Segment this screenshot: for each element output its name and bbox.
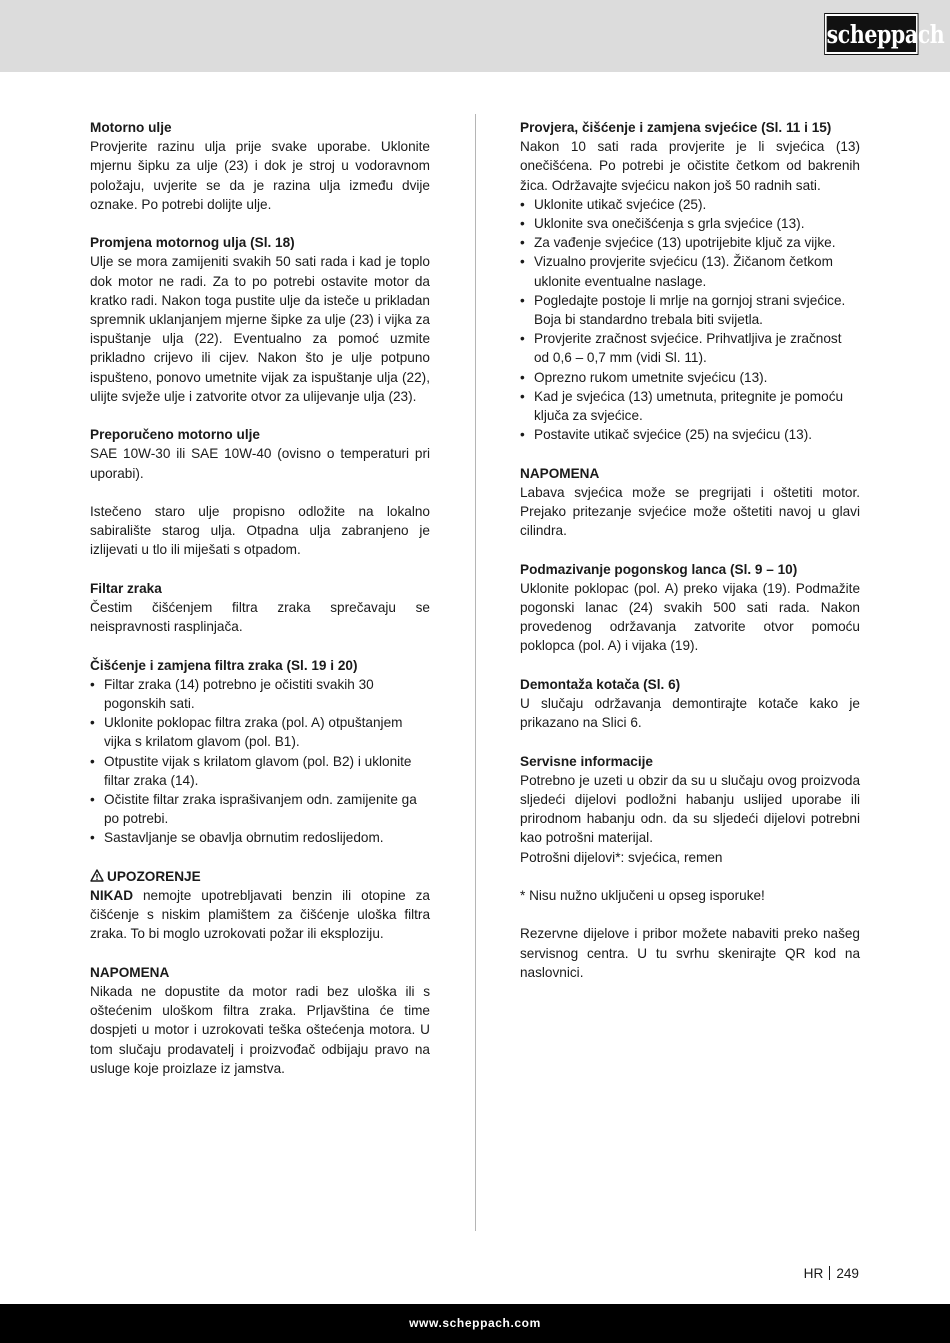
bullet-icon: • [520, 388, 525, 404]
section-heading: Filtar zraka [90, 580, 162, 596]
list-item [90, 752, 430, 790]
section-text: Nikada ne dopustite da motor radi bez uloška ili s oštećenim uloškom filtra zraka. Prljavština će time dospjeti u motor i uzrokovati teška oštećenja motora. U tom slučaju prodavatelj i proizvođač odbijaju pravo na usluge koje proizlaze iz jamstva. [90, 984, 430, 1076]
page-number-value: 249 [836, 1266, 859, 1281]
warning-body: nemojte upotrebljavati benzin ili otopine za čišćenje s niskim plamištem za čišćenje uloška filtra zraka. To bi moglo uzrokovati požar ili eksploziju. [90, 888, 430, 942]
bullet-icon: • [90, 830, 95, 846]
section-text: Ulje se mora zamijeniti svakih 50 sati rada i kad je toplo dok motor ne radi. Za to po potrebi ostavite motor da kratko radi. Nakon toga pustite ulje da isteče u prikladan spremnik uklanjanjem mjerne šipke za ulje (23) i vijka za ispuštanje ulja (22). Eventualno za pomoć uzmite prikladno crijevo ili cijev. Nakon što je ulje potpuno ispušteno, ponovo umetnite vijak za ispuštanje ulja (22), ulijte svježe ulje i zatvorite otvor za ulijevanje ulja (23). [90, 254, 430, 404]
section-heading: Demontaža kotača (Sl. 6) [520, 676, 681, 692]
section-heading: Motorno ulje [90, 120, 172, 135]
section-note [90, 963, 430, 1078]
section-heading: NAPOMENA [90, 964, 170, 980]
bullet-icon: • [90, 715, 95, 731]
section-chain-lube [520, 560, 860, 656]
section-motor-oil [90, 118, 430, 214]
section-heading: Čišćenje i zamjena filtra zraka (Sl. 19 i 20) [90, 657, 358, 673]
section-oil-change [90, 233, 430, 406]
warning-heading-text: UPOZORENJE [107, 868, 201, 884]
list-item [520, 233, 860, 252]
warning-heading [90, 867, 430, 886]
section-text: Istečeno staro ulje propisno odložite na lokalno sabiralište starog ulja. Otpadna ulja zabranjeno je izlijevati u tlo ili miješati s otpadom. [90, 504, 430, 558]
section-heading: NAPOMENA [520, 465, 600, 481]
section-air-filter-cleaning [90, 656, 430, 848]
list-item-text: Oprezno rukom umetnite svjećicu (13). [534, 369, 768, 385]
section-footnote [520, 886, 860, 905]
warning-lead: NIKAD [90, 888, 134, 904]
list-item-text: Filtar zraka (14) potrebno je očistiti svakih 30 pogonskih sati. [104, 676, 374, 712]
list-item [520, 329, 860, 367]
list-item [520, 214, 860, 233]
bullet-icon: • [520, 235, 525, 251]
header-band [0, 0, 950, 72]
list-item [90, 713, 430, 751]
section-note [520, 464, 860, 541]
section-text: Čestim čišćenjem filtra zraka sprečavaju se neispravnosti rasplinjača. [90, 600, 430, 635]
warning-text [90, 886, 430, 944]
warning-triangle-icon [90, 869, 104, 882]
list-item [520, 291, 860, 329]
bullet-icon: • [90, 792, 95, 808]
section-warning [90, 867, 430, 944]
list-item-text: Vizualno provjerite svjećicu (13). Žičanom četkom uklonite eventualne naslage. [534, 254, 833, 289]
bullet-list [520, 195, 860, 445]
section-service-info [520, 752, 860, 867]
list-item [520, 368, 860, 387]
section-text: Uklonite poklopac (pol. A) preko vijaka (19). Podmažite pogonski lanac (24) svakih 500 sati rada. Nakon provedenog održavanja zatvorite otvor pomoću poklopca (pol. A) i vijaka (19). [520, 580, 860, 654]
section-air-filter [90, 579, 430, 637]
list-item-text: Uklonite utikač svjećice (25). [534, 196, 707, 212]
section-spare-parts [520, 924, 860, 982]
section-disposal [90, 502, 430, 560]
bullet-icon: • [520, 254, 525, 270]
list-item-text: Provjerite zračnost svjećice. Prihvatljiva je zračnost od 0,6 – 0,7 mm (vidi Sl. 11). [534, 331, 842, 366]
page-number-separator [829, 1266, 830, 1280]
left-column [90, 118, 430, 1097]
footer-band [0, 1304, 950, 1343]
section-recommended-oil [90, 425, 430, 483]
footnote-text: * Nisu nužno uključeni u opseg isporuke! [520, 888, 765, 904]
section-spark-plug [520, 118, 860, 444]
right-column [520, 118, 860, 1001]
section-text: Labava svjećica može se pregrijati i oštetiti motor. Prejako pritezanje svjećice može oštetiti navoj u glavi cilindra. [520, 484, 860, 539]
list-item [90, 790, 430, 828]
section-heading: Preporučeno motorno ulje [90, 427, 260, 443]
bullet-icon: • [520, 292, 525, 308]
list-item [520, 425, 860, 444]
bullet-icon: • [520, 196, 525, 212]
section-heading: Servisne informacije [520, 753, 653, 769]
bullet-icon: • [90, 676, 95, 692]
list-item-text: Pogledajte postoje li mrlje na gornjoj strani svjećice. Boja bi standardno trebala biti svijetla. [534, 292, 846, 328]
list-item [520, 252, 860, 290]
section-heading: Provjera, čišćenje i zamjena svjećice (Sl. 11 i 15) [520, 120, 832, 135]
page-number [804, 1264, 859, 1283]
list-item-text: Postavite utikač svjećice (25) na svjećicu (13). [534, 427, 813, 443]
bullet-icon: • [520, 216, 525, 232]
brand-logo[interactable]: scheppach [825, 14, 918, 54]
list-item [520, 387, 860, 425]
section-text: Rezervne dijelove i pribor možete nabaviti preko našeg servisnog centra. U tu svrhu skenirajte QR kod na naslovnici. [520, 926, 860, 980]
bullet-icon: • [520, 331, 525, 347]
bullet-icon: • [90, 753, 95, 769]
section-heading: Promjena motornog ulja (Sl. 18) [90, 235, 295, 251]
bullet-icon: • [520, 427, 525, 443]
bullet-list [90, 675, 430, 848]
section-text: Provjerite razinu ulja prije svake uporabe. Uklonite mjernu šipku za ulje (23) i dok je stroj u vodoravnom položaju, uvjerite se da je razina ulja između dvije oznake. Po potrebi dolijte ulje. [90, 139, 430, 212]
list-item [90, 828, 430, 847]
column-divider [475, 114, 476, 1231]
section-text: SAE 10W-30 ili SAE 10W-40 (ovisno o temperaturi pri uporabi). [90, 446, 430, 481]
page-language: HR [803, 1266, 824, 1281]
list-item-text: Kad je svjećica (13) umetnuta, pritegnite je pomoću ključa za svjećice. [534, 388, 844, 424]
section-heading: Podmazivanje pogonskog lanca (Sl. 9 – 10) [520, 561, 798, 577]
list-item-text: Za vađenje svjećice (13) upotrijebite ključ za vijke. [534, 235, 836, 251]
list-item-text: Očistite filtar zraka isprašivanjem odn. zamijenite ga po potrebi. [104, 792, 417, 827]
section-text: Nakon 10 sati rada provjerite je li svjećica (13) onečišćena. Po potrebi je očistite četkom od bakrenih žica. Održavajte svjećicu nakon još 50 radnih sati. [520, 139, 860, 193]
list-item-text: Sastavljanje se obavlja obrnutim redoslijedom. [104, 830, 384, 846]
list-item-text: Uklonite sva onečišćenja s grla svjećice (13). [534, 216, 805, 232]
list-item-text: Otpustite vijak s krilatom glavom (pol. B2) i uklonite filtar zraka (14). [104, 753, 412, 788]
list-item-text: Uklonite poklopac filtra zraka (pol. A) otpuštanjem vijka s krilatom glavom (pol. B1). [104, 715, 403, 750]
list-item [520, 195, 860, 214]
section-wheel-removal [520, 675, 860, 733]
footer-url-link[interactable]: www.scheppach.com [409, 1316, 541, 1330]
section-text: U slučaju održavanja demontirajte kotače kako je prikazano na Slici 6. [520, 696, 860, 731]
section-text: Potrebno je uzeti u obzir da su u slučaju ovog proizvoda sljedeći dijelovi podložni habanju uslijed uporabe ili prirodnom habanju odn. da su sljedeći dijelovi potrebni kao potrošni materijal. [520, 772, 860, 846]
consumables-text: Potrošni dijelovi*: svjećica, remen [520, 849, 723, 865]
list-item [90, 675, 430, 713]
bullet-icon: • [520, 369, 525, 385]
